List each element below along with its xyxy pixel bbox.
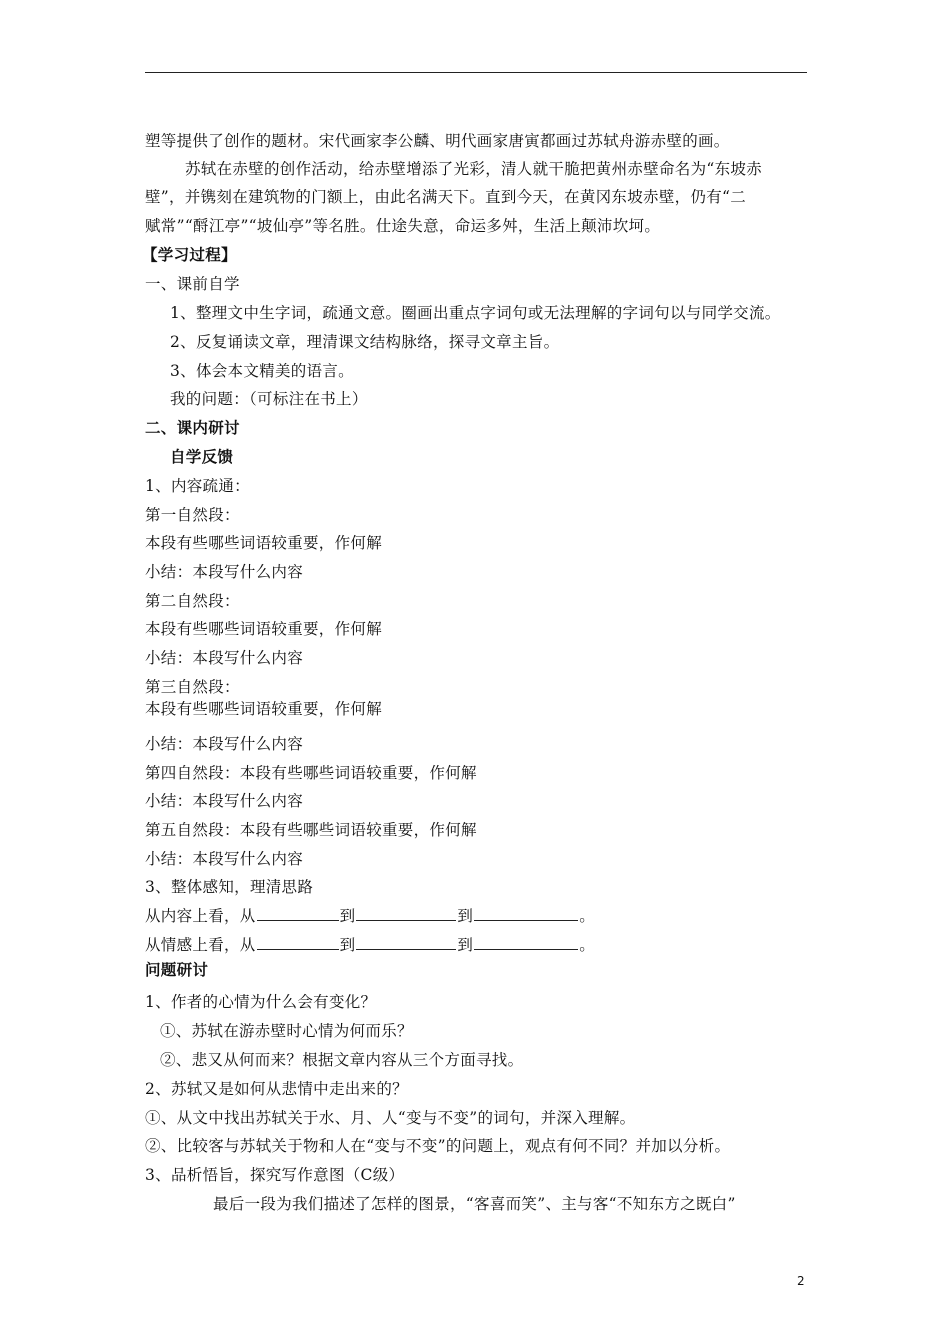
subheading-feedback: 自学反馈 [170, 447, 234, 466]
paragraph-line: 小结：本段写什么内容 [145, 735, 304, 753]
to-label: 到 [457, 936, 474, 954]
content-title: 1、内容疏通： [145, 477, 250, 495]
fill-blank-4[interactable] [257, 935, 339, 950]
paragraph-line: 本段有些哪些词语较重要，作何解 [145, 534, 383, 552]
fill-blank-5[interactable] [356, 935, 456, 950]
content-view-label: 从内容上看，从 [145, 907, 256, 925]
intro-line-2: 苏轼在赤壁的创作活动，给赤壁增添了光彩，清人就干脆把黄州赤壁命名为“东坡赤 [185, 160, 763, 178]
overall-perception-title: 3、整体感知，理清思路 [145, 878, 314, 896]
fill-blank-6[interactable] [474, 935, 578, 950]
my-question-line: 我的问题：（可标注在书上） [170, 390, 368, 408]
paragraph-line: 小结：本段写什么内容 [145, 563, 304, 581]
question-3: 3、品析悟旨，探究写作意图（C级） [145, 1166, 405, 1184]
question-2b: ②、比较客与苏轼关于物和人在“变与不变”的问题上，观点有何不同？并加以分析。 [145, 1137, 731, 1155]
paragraph-line: 本段有些哪些词语较重要，作何解 [145, 620, 383, 638]
preview-item-3: 3、体会本文精美的语言。 [170, 362, 354, 380]
period: 。 [579, 936, 596, 954]
header-rule [145, 72, 807, 73]
to-label: 到 [339, 907, 356, 925]
paragraph-line: 第二自然段： [145, 592, 240, 610]
content-view-line [145, 906, 595, 926]
section-heading-process: 【学习过程】 [142, 245, 237, 264]
paragraph-line: 第一自然段： [145, 506, 240, 524]
emotion-view-label: 从情感上看，从 [145, 936, 256, 954]
question-2a: ①、从文中找出苏轼关于水、月、人“变与不变”的词句，并深入理解。 [145, 1109, 636, 1127]
question-1a: ①、苏轼在游赤壁时心情为何而乐？ [160, 1022, 413, 1040]
intro-line-1: 塑等提供了创作的题材。宋代画家李公麟、明代画家唐寅都画过苏轼舟游赤壁的画。 [145, 132, 730, 150]
intro-line-4: 赋常”“酹江亭”“坡仙亭”等名胜。仕途失意，命运多舛，生活上颠沛坎坷。 [145, 217, 661, 235]
to-label: 到 [457, 907, 474, 925]
paragraph-line: 第四自然段：本段有些哪些词语较重要，作何解 [145, 764, 477, 782]
period: 。 [579, 907, 596, 925]
question-2: 2、苏轼又是如何从悲情中走出来的？ [145, 1080, 408, 1098]
paragraph-line: 第三自然段： [145, 678, 240, 696]
preview-item-1: 1、整理文中生字词，疏通文意。圈画出重点字词句或无法理解的字词句以与同学交流。 [170, 304, 781, 322]
fill-blank-3[interactable] [474, 906, 578, 921]
paragraph-line: 小结：本段写什么内容 [145, 649, 304, 667]
to-label: 到 [339, 936, 356, 954]
subheading-problem-discussion: 问题研讨 [145, 960, 209, 979]
question-3-text: 最后一段为我们描述了怎样的图景，“客喜而笑”、主与客“不知东方之既白” [213, 1195, 736, 1213]
page-number: 2 [797, 1274, 805, 1288]
section-heading-preview: 一、课前自学 [145, 275, 240, 293]
fill-blank-2[interactable] [356, 906, 456, 921]
preview-item-2: 2、反复诵读文章，理清课文结构脉络，探寻文章主旨。 [170, 333, 560, 351]
paragraph-line: 小结：本段写什么内容 [145, 850, 304, 868]
intro-line-3: 壁”，并镌刻在建筑物的门额上，由此名满天下。直到今天，在黄冈东坡赤壁，仍有“二 [145, 188, 747, 206]
section-heading-discussion: 二、课内研讨 [145, 418, 240, 437]
emotion-view-line [145, 935, 595, 955]
paragraph-line: 第五自然段：本段有些哪些词语较重要，作何解 [145, 821, 477, 839]
question-1b: ②、悲又从何而来？根据文章内容从三个方面寻找。 [160, 1051, 524, 1069]
fill-blank-1[interactable] [257, 906, 339, 921]
question-1: 1、作者的心情为什么会有变化？ [145, 993, 377, 1011]
paragraph-line: 小结：本段写什么内容 [145, 792, 304, 810]
paragraph-line: 本段有些哪些词语较重要，作何解 [145, 700, 383, 718]
